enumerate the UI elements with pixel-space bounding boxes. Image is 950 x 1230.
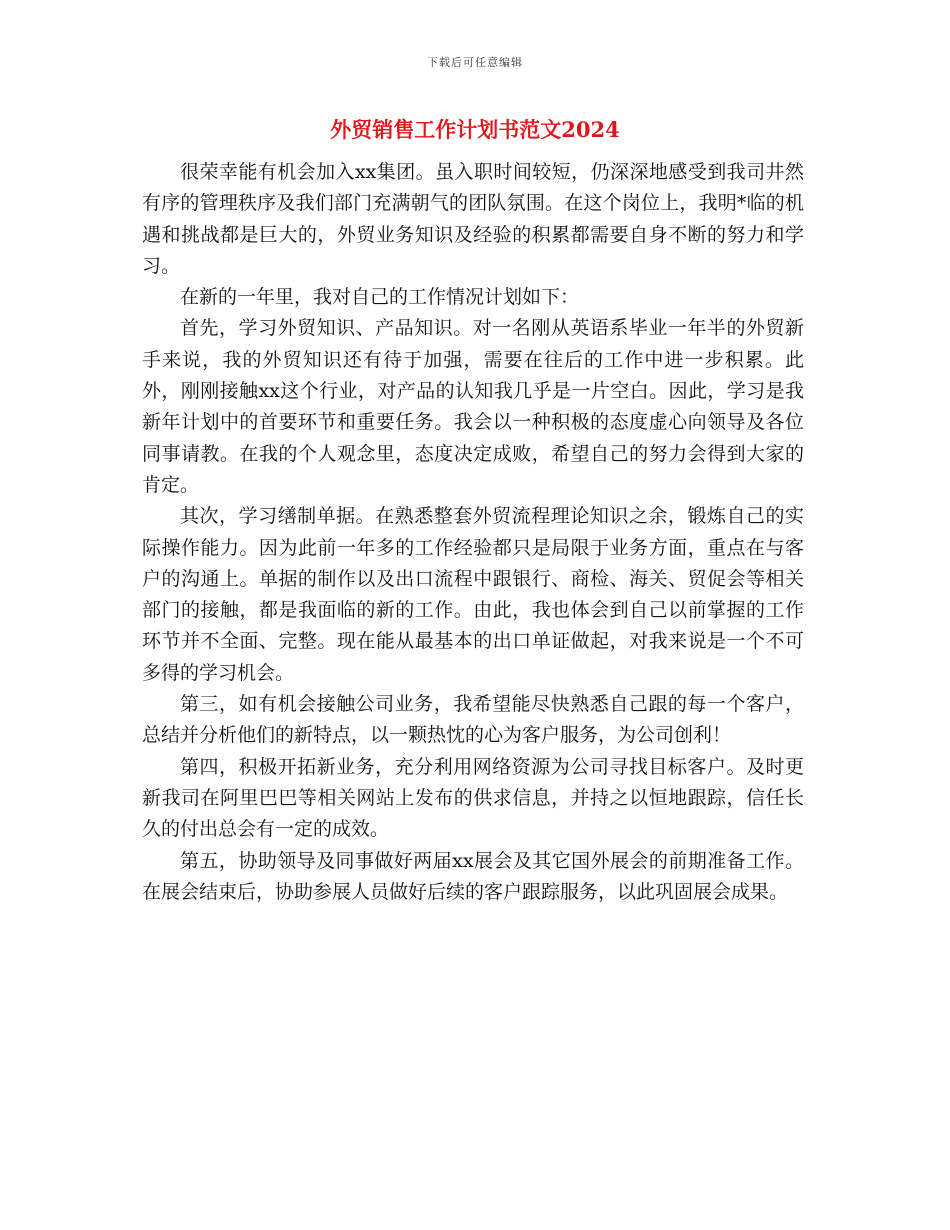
paragraph-second: 其次，学习缮制单据。在熟悉整套外贸流程理论知识之余，锻炼自己的实际操作能力。因为此前一年多的工作经验都只是局限于业务方面，重点在与客户的沟通上。单据的制作以及出口流程中跟银行、商检、海关、贸促会等相关部门的接触，都是我面临的新的工作。由此，我也体会到自己以前掌握的工作环节并不全面、完整。现在能从最基本的出口单证做起，对我来说是一个不可多得的学习机会。 <box>142 505 804 684</box>
paragraph-first: 首先，学习外贸知识、产品知识。对一名刚从英语系毕业一年半的外贸新手来说，我的外贸知识还有待于加强，需要在往后的工作中进一步积累。此外，刚刚接触xx这个行业，对产品的认知我几乎是一片空白。因此，学习是我新年计划中的首要环节和重要任务。我会以一种积极的态度虚心向领导及各位同事请教。在我的个人观念里，态度决定成败，希望自己的努力会得到大家的肯定。 <box>142 317 804 496</box>
paragraph-plan-lead: 在新的一年里，我对自己的工作情况计划如下： <box>180 286 580 309</box>
header-note: 下载后可任意编辑 <box>427 56 523 69</box>
paragraph-fifth: 第五，协助领导及同事做好两届xx展会及其它国外展会的前期准备工作。在展会结束后，协助参展人员做好后续的客户跟踪服务，以此巩固展会成果。 <box>142 849 804 903</box>
document-body <box>142 157 804 908</box>
paragraph-third: 第三，如有机会接触公司业务，我希望能尽快熟悉自己跟的每一个客户，总结并分析他们的新特点，以一颗热忱的心为客户服务，为公司创利！ <box>142 693 804 747</box>
paragraph-intro: 很荣幸能有机会加入xx集团。虽入职时间较短，仍深深地感受到我司井然有序的管理秩序及我们部门充满朝气的团队氛围。在这个岗位上，我明*临的机遇和挑战都是巨大的，外贸业务知识及经验的积累都需要自身不断的努力和学习。 <box>142 161 804 277</box>
paragraph-fourth: 第四，积极开拓新业务，充分利用网络资源为公司寻找目标客户。及时更新我司在阿里巴巴等相关网站上发布的供求信息，并持之以恒地跟踪，信任长久的付出总会有一定的成效。 <box>142 755 804 841</box>
document-title: 外贸销售工作计划书范文2024 <box>330 117 620 142</box>
